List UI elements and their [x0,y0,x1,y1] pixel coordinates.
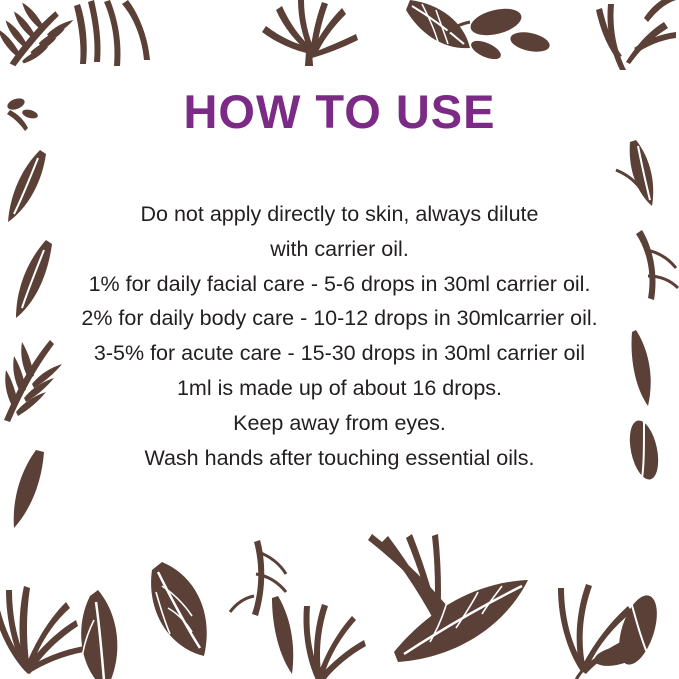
instruction-line: Do not apply directly to skin, always dilute [140,202,539,226]
page-title: HOW TO USE [183,85,496,138]
instruction-line: Keep away from eyes. [233,410,446,435]
instruction-line: 1ml is made up of about 16 drops. [176,376,503,401]
instruction-line: 2% for daily body care - 10-12 drops in 30mlcarrier oil. [81,306,598,331]
instruction-line: with carrier oil. [270,236,409,261]
instruction-line: 1% for daily facial care - 5-6 drops in 30ml carrier oil. [88,271,591,296]
instruction-line: Wash hands after touching essential oils. [144,445,535,470]
instruction-line: 3-5% for acute care - 15-30 drops in 30ml carrier oil [93,341,586,366]
instructions-block [40,197,640,476]
